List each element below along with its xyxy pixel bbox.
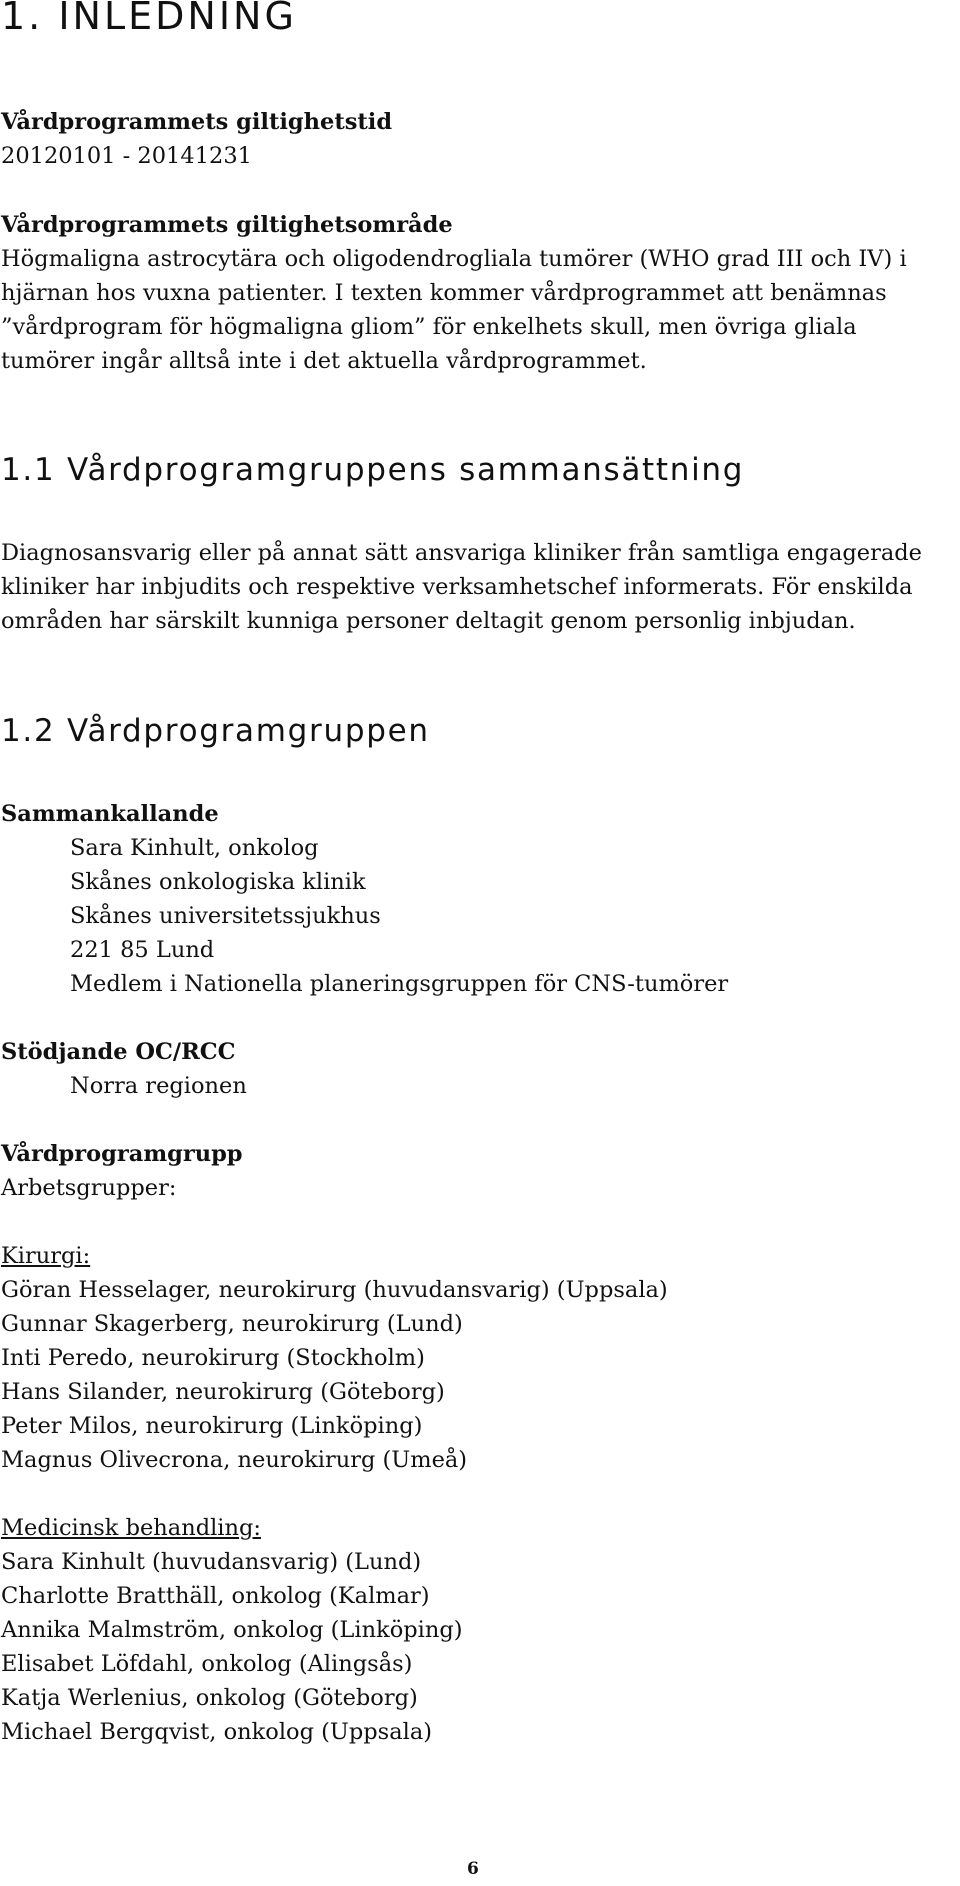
- convener-title: Sammankallande: [1, 801, 219, 827]
- list-item: Hans Silander, neurokirurg (Göteborg): [1, 1379, 445, 1405]
- list-item: Inti Peredo, neurokirurg (Stockholm): [1, 1345, 425, 1371]
- scope-title: Vårdprogrammets giltighetsområde: [1, 212, 453, 238]
- surgery-title: Kirurgi:: [1, 1243, 91, 1269]
- list-item: Annika Malmström, onkolog (Linköping): [1, 1617, 463, 1643]
- list-item: Peter Milos, neurokirurg (Linköping): [1, 1413, 423, 1439]
- convener-line: 221 85 Lund: [70, 937, 215, 963]
- list-item: Elisabet Löfdahl, onkolog (Alingsås): [1, 1651, 413, 1677]
- scope-line: ”vårdprogram för högmaligna gliom” för enkelhets skull, men övriga gliala: [1, 314, 857, 340]
- section-1-1-line: kliniker har inbjudits och respektive verksamhetschef informerats. För enskilda: [1, 574, 913, 600]
- support-value: Norra regionen: [70, 1073, 247, 1099]
- section-1-1-paragraph: [1, 536, 951, 638]
- surgery-members: [1, 1273, 951, 1477]
- scope-paragraph: [1, 242, 951, 378]
- convener-line: Skånes onkologiska klinik: [70, 869, 366, 895]
- section-1-1-title: 1.1 Vårdprogramgruppens sammansättning: [1, 452, 745, 488]
- list-item: Gunnar Skagerberg, neurokirurg (Lund): [1, 1311, 463, 1337]
- scope-line: hjärnan hos vuxna patienter. I texten kommer vårdprogrammet att benämnas: [1, 280, 887, 306]
- section-1-2-title: 1.2 Vårdprogramgruppen: [1, 713, 430, 749]
- convener-details: [1, 831, 960, 1001]
- page-number: 6: [467, 1859, 479, 1879]
- group-title: Vårdprogramgrupp: [1, 1141, 243, 1167]
- medical-members: [1, 1545, 951, 1749]
- support-title: Stödjande OC/RCC: [1, 1039, 236, 1065]
- convener-line: Sara Kinhult, onkolog: [70, 835, 319, 861]
- list-item: Sara Kinhult (huvudansvarig) (Lund): [1, 1549, 422, 1575]
- group-subtitle: Arbetsgrupper:: [1, 1175, 177, 1201]
- list-item: Göran Hesselager, neurokirurg (huvudansvarig) (Uppsala): [1, 1277, 668, 1303]
- scope-line: tumörer ingår alltså inte i det aktuella vårdprogrammet.: [1, 348, 647, 374]
- list-item: Charlotte Bratthäll, onkolog (Kalmar): [1, 1583, 430, 1609]
- section-1-1-line: Diagnosansvarig eller på annat sätt ansvariga kliniker från samtliga engagerade: [1, 540, 922, 566]
- page-heading: 1. INLEDNING: [1, 0, 297, 38]
- convener-line: Skånes universitetssjukhus: [70, 903, 381, 929]
- section-1-1-line: områden har särskilt kunniga personer deltagit genom personlig inbjudan.: [1, 608, 856, 634]
- validity-title: Vårdprogrammets giltighetstid: [1, 109, 393, 135]
- scope-line: Högmaligna astrocytära och oligodendrogliala tumörer (WHO grad III och IV) i: [1, 246, 907, 272]
- list-item: Katja Werlenius, onkolog (Göteborg): [1, 1685, 418, 1711]
- medical-title: Medicinsk behandling:: [1, 1515, 261, 1541]
- list-item: Magnus Olivecrona, neurokirurg (Umeå): [1, 1447, 468, 1473]
- list-item: Michael Bergqvist, onkolog (Uppsala): [1, 1719, 433, 1745]
- validity-value: 20120101 - 20141231: [1, 143, 252, 169]
- convener-line: Medlem i Nationella planeringsgruppen för CNS-tumörer: [70, 971, 729, 997]
